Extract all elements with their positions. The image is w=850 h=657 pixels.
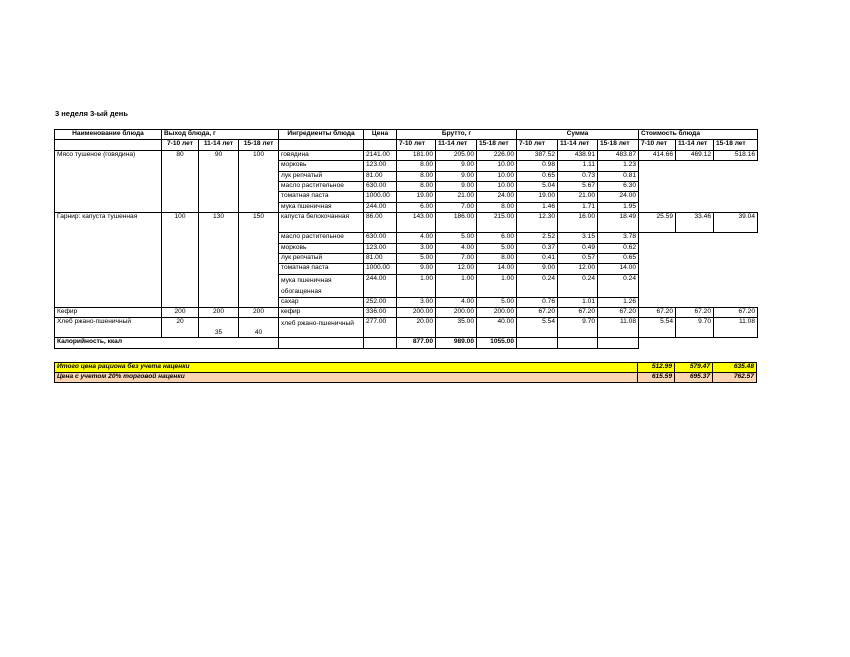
ingredient-name: капуста белокочанная (279, 213, 364, 233)
sum-age1: 0.37 (517, 243, 558, 253)
sum-age3: 11.08 (598, 318, 639, 338)
sum-age3: 14.00 (598, 264, 639, 274)
brutto-age1: 1.00 (397, 274, 436, 297)
sum-age2: 1.01 (558, 297, 598, 307)
output-age1: 100 (162, 213, 199, 308)
total-row (55, 363, 757, 373)
markup-age1: 615.59 (638, 372, 675, 382)
sum-age3: 0.81 (598, 171, 639, 181)
output-age3: 100 (239, 150, 279, 212)
calories-age3: 1055.00 (477, 338, 517, 348)
sum-age3: 18.49 (598, 213, 639, 233)
header-blank (364, 140, 397, 150)
sum-age1: 9.00 (517, 264, 558, 274)
ingredient-price: 2141.00 (364, 150, 397, 160)
output-age2: 200 (199, 308, 239, 318)
calories-blank (558, 338, 598, 348)
ingredient-name: томатная паста (279, 264, 364, 274)
ingredient-price: 86.00 (364, 213, 397, 233)
brutto-age1: 20.00 (397, 318, 436, 338)
sum-age3: 1.23 (598, 161, 639, 171)
header-blank (279, 140, 364, 150)
header-output-age3: 15-18 лет (239, 140, 279, 150)
calories-blank (364, 338, 397, 348)
calories-age2: 989.00 (436, 338, 477, 348)
total-age3: 635.48 (713, 363, 757, 373)
ingredient-price: 244.00 (364, 202, 397, 212)
header-price: Цена (364, 130, 397, 140)
header-row-1 (55, 130, 758, 140)
markup-row (55, 372, 757, 382)
brutto-age1: 6.00 (397, 202, 436, 212)
cost-age3: 67.20 (714, 308, 758, 318)
brutto-age1: 5.00 (397, 253, 436, 263)
header-brutto-age3: 15-18 лет (477, 140, 517, 150)
sum-age3: 1.95 (598, 202, 639, 212)
ingredient-name: говядина (279, 150, 364, 160)
ingredient-name: морковь (279, 161, 364, 171)
sum-age2: 67.20 (558, 308, 598, 318)
table-row (55, 150, 758, 160)
header-cost-age3: 15-18 лет (714, 140, 758, 150)
sum-age3: 67.20 (598, 308, 639, 318)
empty-area (639, 161, 758, 213)
sum-age2: 12.00 (558, 264, 598, 274)
ingredient-price: 630.00 (364, 233, 397, 243)
calories-row (55, 338, 758, 348)
brutto-age3: 8.00 (477, 202, 517, 212)
brutto-age3: 5.00 (477, 297, 517, 307)
sum-age1: 5.54 (517, 318, 558, 338)
brutto-age1: 181.00 (397, 150, 436, 160)
sum-age1: 0.98 (517, 161, 558, 171)
header-output: Выход блюда, г (162, 130, 279, 140)
ingredient-price: 1000.00 (364, 264, 397, 274)
brutto-age1: 8.00 (397, 161, 436, 171)
table-row (55, 308, 758, 318)
cost-age3: 39.04 (714, 213, 758, 233)
sum-age3: 0.62 (598, 243, 639, 253)
brutto-age2: 9.00 (436, 161, 477, 171)
ingredient-name: мука пшеничная обогащенная (279, 274, 364, 297)
brutto-age1: 9.00 (397, 264, 436, 274)
brutto-age1: 8.00 (397, 171, 436, 181)
brutto-age3: 1.00 (477, 274, 517, 297)
brutto-age3: 5.00 (477, 243, 517, 253)
markup-age3: 762.57 (713, 372, 757, 382)
ingredient-name: сахар (279, 297, 364, 307)
sum-age2: 438.91 (558, 150, 598, 160)
output-age2: 35 (199, 318, 239, 338)
sum-age2: 1.11 (558, 161, 598, 171)
table-row (55, 213, 758, 233)
brutto-age3: 10.00 (477, 161, 517, 171)
header-sum: Сумма (517, 130, 639, 140)
ingredient-price: 630.00 (364, 181, 397, 191)
sum-age1: 1.46 (517, 202, 558, 212)
calories-blank (598, 338, 639, 348)
brutto-age1: 3.00 (397, 243, 436, 253)
output-age3: 200 (239, 308, 279, 318)
brutto-age2: 4.00 (436, 297, 477, 307)
header-ingredients: Ингредиенты блюда (279, 130, 364, 140)
sum-age2: 0.49 (558, 243, 598, 253)
calories-blank (517, 338, 558, 348)
ingredient-name: морковь (279, 243, 364, 253)
brutto-age1: 8.00 (397, 181, 436, 191)
ingredient-name: масло растительное (279, 233, 364, 243)
sheet-title: 3 неделя 3-ый день (55, 109, 128, 118)
brutto-age3: 215.00 (477, 213, 517, 233)
brutto-age2: 9.00 (436, 171, 477, 181)
sum-age1: 12.30 (517, 213, 558, 233)
brutto-age3: 10.00 (477, 181, 517, 191)
sum-age2: 1.71 (558, 202, 598, 212)
brutto-age1: 4.00 (397, 233, 436, 243)
ingredient-price: 252.00 (364, 297, 397, 307)
brutto-age2: 4.00 (436, 243, 477, 253)
sum-age2: 9.70 (558, 318, 598, 338)
brutto-age2: 200.00 (436, 308, 477, 318)
ingredient-price: 244.00 (364, 274, 397, 297)
brutto-age3: 24.00 (477, 192, 517, 202)
cost-age3: 518.16 (714, 150, 758, 160)
header-blank (55, 140, 162, 150)
sum-age1: 5.04 (517, 181, 558, 191)
sum-age1: 387.52 (517, 150, 558, 160)
output-age2: 130 (199, 213, 239, 308)
empty-area (639, 233, 758, 308)
dish-name: Хлеб ржано-пшеничный (55, 318, 162, 338)
cost-age1: 67.20 (639, 308, 676, 318)
total-age1: 512.99 (638, 363, 675, 373)
sum-age3: 3.78 (598, 233, 639, 243)
ingredient-price: 336.00 (364, 308, 397, 318)
header-dish: Наименование блюда (55, 130, 162, 140)
ingredient-price: 81.00 (364, 171, 397, 181)
sum-age2: 3.15 (558, 233, 598, 243)
sum-age1: 19.00 (517, 192, 558, 202)
calories-age1: 877.00 (397, 338, 436, 348)
dish-name: Гарнир: капуста тушенная (55, 213, 162, 308)
calories-label: Калорийность, ккал (55, 338, 279, 348)
output-age3: 40 (239, 318, 279, 338)
header-brutto-age2: 11-14 лет (436, 140, 477, 150)
cost-age1: 414.66 (639, 150, 676, 160)
ingredient-name: томатная паста (279, 192, 364, 202)
brutto-age1: 143.00 (397, 213, 436, 233)
header-cost-age2: 11-14 лет (676, 140, 714, 150)
ingredient-price: 123.00 (364, 243, 397, 253)
header-output-age1: 7-10 лет (162, 140, 199, 150)
sum-age1: 0.24 (517, 274, 558, 297)
ingredient-name: мука пшеничная (279, 202, 364, 212)
empty-area (639, 338, 758, 348)
brutto-age3: 200.00 (477, 308, 517, 318)
sum-age2: 0.73 (558, 171, 598, 181)
summary-table (54, 362, 757, 383)
brutto-age3: 40.00 (477, 318, 517, 338)
total-age2: 579.47 (675, 363, 713, 373)
sum-age2: 21.00 (558, 192, 598, 202)
ingredient-price: 1000.00 (364, 192, 397, 202)
sum-age3: 1.26 (598, 297, 639, 307)
brutto-age2: 21.00 (436, 192, 477, 202)
brutto-age1: 200.00 (397, 308, 436, 318)
brutto-age2: 186.00 (436, 213, 477, 233)
cost-age3: 11.08 (714, 318, 758, 338)
cost-age2: 33.46 (676, 213, 714, 233)
header-output-age2: 11-14 лет (199, 140, 239, 150)
ingredient-name: хлеб ржано-пшеничный (279, 318, 364, 338)
dish-name: Мясо тушеное (говядина) (55, 150, 162, 212)
ingredient-name: кефир (279, 308, 364, 318)
ingredient-name: лук репчатый (279, 171, 364, 181)
output-age3: 150 (239, 213, 279, 308)
header-sum-age3: 15-18 лет (598, 140, 639, 150)
brutto-age2: 9.00 (436, 181, 477, 191)
menu-cost-table (54, 129, 758, 349)
brutto-age2: 12.00 (436, 264, 477, 274)
header-sum-age1: 7-10 лет (517, 140, 558, 150)
output-age1: 80 (162, 150, 199, 212)
sum-age3: 6.30 (598, 181, 639, 191)
sum-age1: 67.20 (517, 308, 558, 318)
sum-age2: 16.00 (558, 213, 598, 233)
header-brutto-age1: 7-10 лет (397, 140, 436, 150)
brutto-age3: 10.00 (477, 171, 517, 181)
markup-label: Цена с учетом 20% торговой наценки (55, 372, 638, 382)
sum-age3: 0.65 (598, 253, 639, 263)
cost-age2: 9.70 (676, 318, 714, 338)
sum-age1: 0.76 (517, 297, 558, 307)
sum-age1: 2.52 (517, 233, 558, 243)
brutto-age3: 6.00 (477, 233, 517, 243)
brutto-age2: 1.00 (436, 274, 477, 297)
markup-age2: 695.37 (675, 372, 713, 382)
sum-age1: 0.65 (517, 171, 558, 181)
output-age1: 200 (162, 308, 199, 318)
header-sum-age2: 11-14 лет (558, 140, 598, 150)
table-row (55, 318, 758, 338)
brutto-age1: 19.00 (397, 192, 436, 202)
header-brutto: Брутто, г (397, 130, 517, 140)
brutto-age3: 226.00 (477, 150, 517, 160)
brutto-age2: 7.00 (436, 202, 477, 212)
ingredient-name: лук репчатый (279, 253, 364, 263)
output-age1: 20 (162, 318, 199, 338)
brutto-age2: 5.00 (436, 233, 477, 243)
header-cost: Стоимость блюда (639, 130, 758, 140)
total-label: Итого цена рациона без учета наценки (55, 363, 638, 373)
cost-age1: 25.59 (639, 213, 676, 233)
ingredient-price: 123.00 (364, 161, 397, 171)
brutto-age2: 205.00 (436, 150, 477, 160)
sum-age3: 0.24 (598, 274, 639, 297)
ingredient-price: 81.00 (364, 253, 397, 263)
header-cost-age1: 7-10 лет (639, 140, 676, 150)
cost-age2: 67.20 (676, 308, 714, 318)
output-age2: 90 (199, 150, 239, 212)
sum-age3: 24.00 (598, 192, 639, 202)
header-row-2 (55, 140, 758, 150)
cost-age2: 469.12 (676, 150, 714, 160)
ingredient-name: масло растительное (279, 181, 364, 191)
ingredient-price: 277.00 (364, 318, 397, 338)
brutto-age2: 35.00 (436, 318, 477, 338)
brutto-age2: 7.00 (436, 253, 477, 263)
cost-age1: 5.54 (639, 318, 676, 338)
sum-age2: 0.24 (558, 274, 598, 297)
sum-age2: 5.67 (558, 181, 598, 191)
brutto-age3: 14.00 (477, 264, 517, 274)
brutto-age1: 3.00 (397, 297, 436, 307)
sum-age3: 483.87 (598, 150, 639, 160)
calories-blank (279, 338, 364, 348)
sum-age2: 0.57 (558, 253, 598, 263)
sum-age1: 0.41 (517, 253, 558, 263)
brutto-age3: 8.00 (477, 253, 517, 263)
dish-name: Кефир (55, 308, 162, 318)
